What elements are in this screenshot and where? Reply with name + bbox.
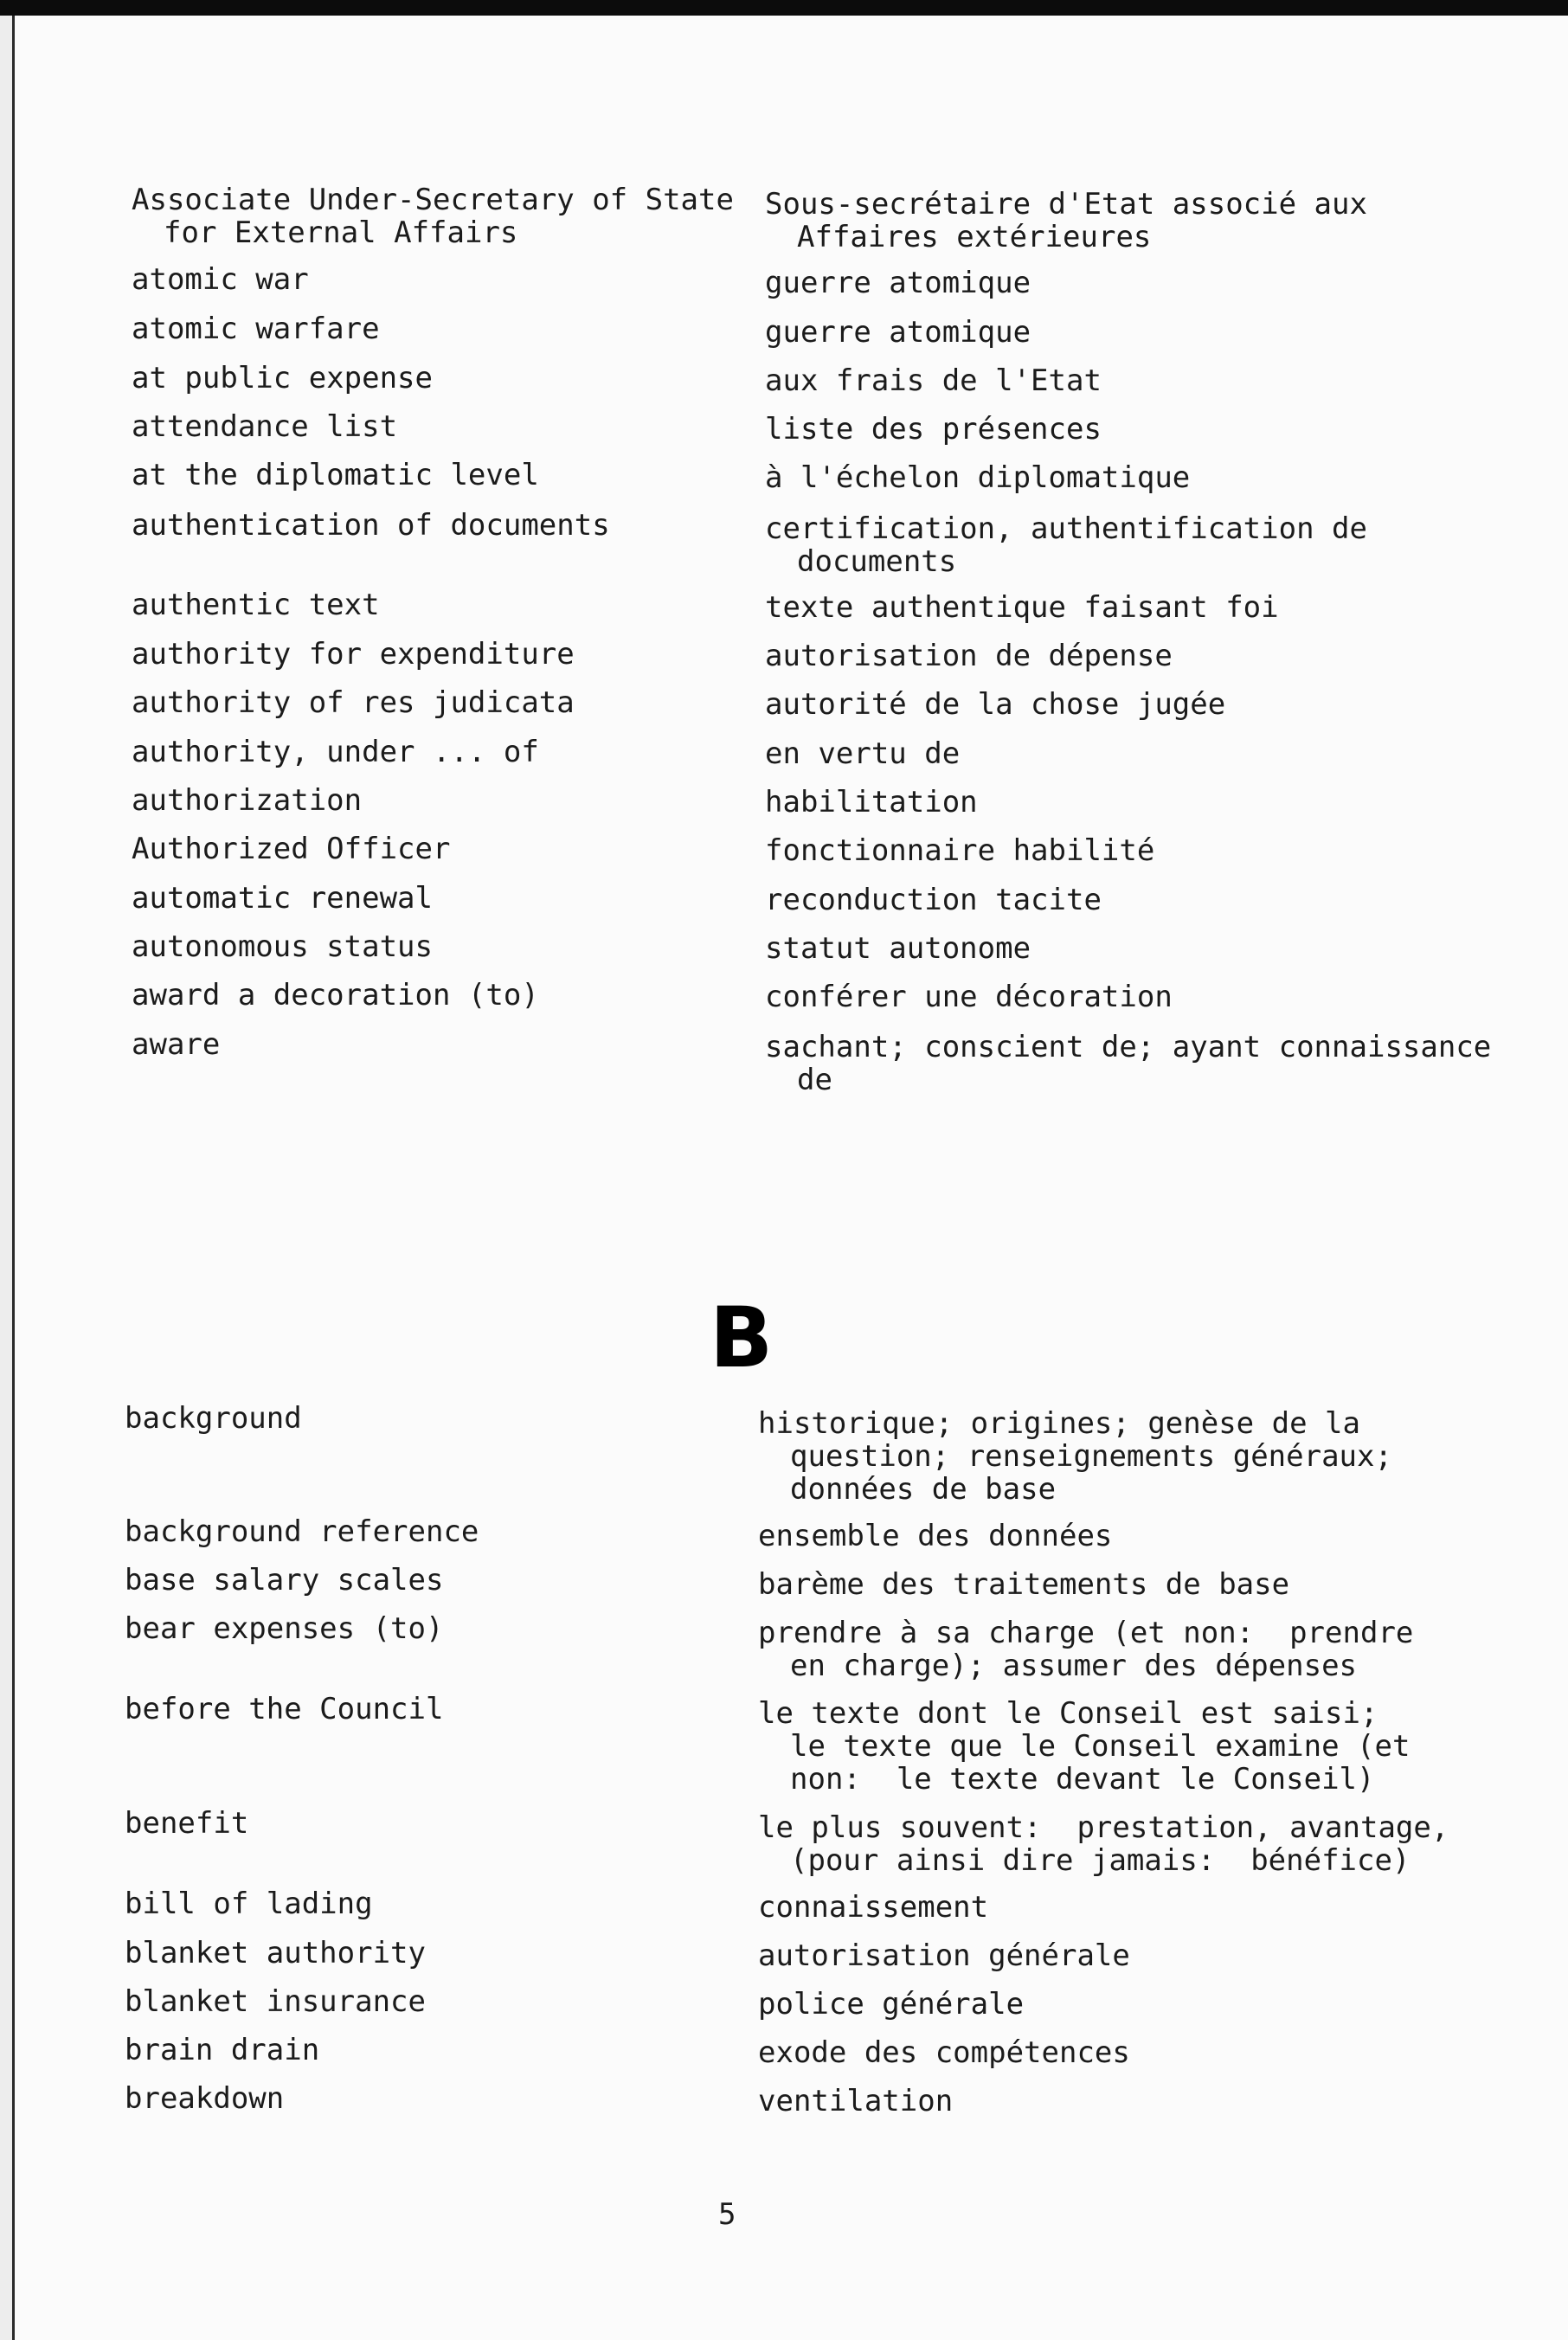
french-translation [758,1988,1024,2021]
page-number: 5 [718,2197,736,2232]
french-translation [765,737,960,770]
english-term-line: breakdown [125,2081,285,2116]
french-translation [765,591,1279,624]
english-term-line: atomic war [132,262,309,297]
english-term [125,2034,319,2067]
french-translation [765,932,1031,965]
english-term-line: Authorized Officer [132,832,451,866]
french-translation-line: conférer une décoration [765,980,1173,1014]
french-translation-line: non: le texte devant le Conseil) [790,1762,1375,1797]
french-translation-line: de [797,1063,832,1097]
french-translation [758,1520,1112,1552]
french-translation-line: (pour ainsi dire jamais: bénéfice) [790,1843,1411,1878]
binding-edge [0,16,15,2340]
french-translation [758,2036,1130,2069]
french-translation [758,1891,988,1924]
french-translation-line: autorité de la chose jugée [765,687,1226,722]
english-term [132,263,309,296]
english-term [132,410,397,443]
english-term [132,979,539,1012]
french-translation [765,884,1102,916]
english-term-line: background [125,1401,302,1436]
english-term [132,638,575,671]
french-translation [765,640,1173,672]
english-term-line: blanket authority [125,1936,426,1970]
english-term-line: Associate Under-Secretary of State [132,183,734,217]
french-translation [765,364,1102,397]
english-term [132,882,433,915]
english-term [125,1807,248,1840]
english-term [132,312,380,345]
english-term [132,183,734,249]
french-translation-line: certification, authentification de [765,511,1367,546]
french-translation-line: police générale [758,1987,1025,2022]
french-translation-line: barème des traitements de base [758,1567,1290,1602]
english-term [125,1564,443,1597]
french-translation-line: historique; origines; genèse de la [758,1406,1360,1441]
section-letter: B [710,1289,774,1386]
french-translation [758,1617,1413,1682]
french-translation-line: autorisation générale [758,1938,1130,1973]
french-translation [765,834,1154,867]
french-translation-line: aux frais de l'Etat [765,363,1102,398]
english-term-line: automatic renewal [132,881,433,916]
french-translation-line: fonctionnaire habilité [765,833,1155,868]
french-translation [758,1407,1392,1506]
english-term-line: authority of res judicata [132,685,575,720]
french-translation-line: le texte que le Conseil examine (et [790,1729,1411,1764]
french-translation [765,267,1031,299]
english-term [132,362,433,395]
french-translation-line: données de base [790,1472,1057,1507]
english-term-line: bill of lading [125,1887,373,1921]
english-term-line: bear expenses (to) [125,1611,444,1646]
french-translation-line: sachant; conscient de; ayant connaissance [765,1030,1492,1064]
english-term [132,686,575,719]
french-translation-line: Sous-secrétaire d'Etat associé aux [765,187,1367,222]
french-translation-line: documents [797,544,957,579]
french-translation-line: le texte dont le Conseil est saisi; [758,1696,1378,1731]
french-translation-line: prendre à sa charge (et non: prendre [758,1616,1414,1650]
english-term-line: blanket insurance [125,1984,426,2019]
english-term-line: before the Council [125,1692,444,1726]
french-translation [758,2085,953,2118]
french-translation-line: autorisation de dépense [765,639,1173,673]
french-translation [765,512,1367,578]
english-term-line: aware [132,1027,221,1062]
english-term-line: authentication of documents [132,508,610,543]
english-term [132,930,433,963]
french-translation [765,1031,1491,1096]
english-term [125,1937,426,1970]
french-translation-line: Affaires extérieures [797,220,1152,254]
french-translation-line: liste des présences [765,412,1102,447]
french-translation-line: texte authentique faisant foi [765,590,1279,625]
french-translation [765,188,1367,254]
french-translation-line: en vertu de [765,736,961,771]
french-translation-line: en charge); assumer des dépenses [790,1649,1358,1683]
french-translation-line: habilitation [765,785,978,820]
english-term-line: autonomous status [132,929,433,964]
english-term-line: at public expense [132,361,433,395]
french-translation [758,1697,1410,1796]
english-term-line: attendance list [132,409,398,444]
french-translation-line: connaissement [758,1890,989,1925]
english-term [125,1515,479,1548]
french-translation [765,461,1190,494]
english-term-line: for External Affairs [164,215,518,250]
french-translation-line: question; renseignements généraux; [790,1439,1392,1474]
french-translation-line: guerre atomique [765,266,1031,300]
english-term-line: authority, under ... of [132,735,539,769]
scan-top-edge [0,0,1568,16]
english-term [125,1612,443,1645]
french-translation [765,413,1102,446]
english-term [132,832,450,865]
french-translation-line: statut autonome [765,931,1031,966]
english-term-line: brain drain [125,2033,320,2067]
english-term [125,1985,426,2018]
english-term [132,1028,220,1061]
english-term [125,1887,373,1920]
french-translation [765,786,978,819]
english-term [132,588,380,621]
english-term [132,509,610,542]
english-term [125,1693,443,1726]
english-term-line: background reference [125,1514,479,1549]
french-translation-line: guerre atomique [765,315,1031,350]
french-translation-line: le plus souvent: prestation, avantage, [758,1810,1449,1845]
french-translation-line: exode des compétences [758,2035,1130,2070]
french-translation [758,1568,1289,1601]
french-translation [758,1939,1130,1972]
english-term-line: authentic text [132,588,380,622]
english-term [125,1402,302,1435]
french-translation-line: ventilation [758,2084,954,2118]
french-translation-line: reconduction tacite [765,883,1102,917]
english-term [132,736,539,768]
english-term [125,2082,284,2115]
english-term-line: at the diplomatic level [132,458,539,492]
english-term-line: benefit [125,1806,249,1841]
english-term-line: base salary scales [125,1563,444,1598]
french-translation [765,980,1173,1013]
french-translation [758,1811,1449,1877]
french-translation-line: ensemble des données [758,1519,1113,1553]
english-term-line: authority for expenditure [132,637,575,672]
french-translation [765,688,1225,721]
french-translation-line: à l'échelon diplomatique [765,460,1191,495]
english-term-line: award a decoration (to) [132,978,539,1012]
english-term [132,459,539,492]
french-translation [765,316,1031,349]
english-term [132,784,362,817]
english-term-line: authorization [132,783,363,818]
english-term-line: atomic warfare [132,312,380,346]
